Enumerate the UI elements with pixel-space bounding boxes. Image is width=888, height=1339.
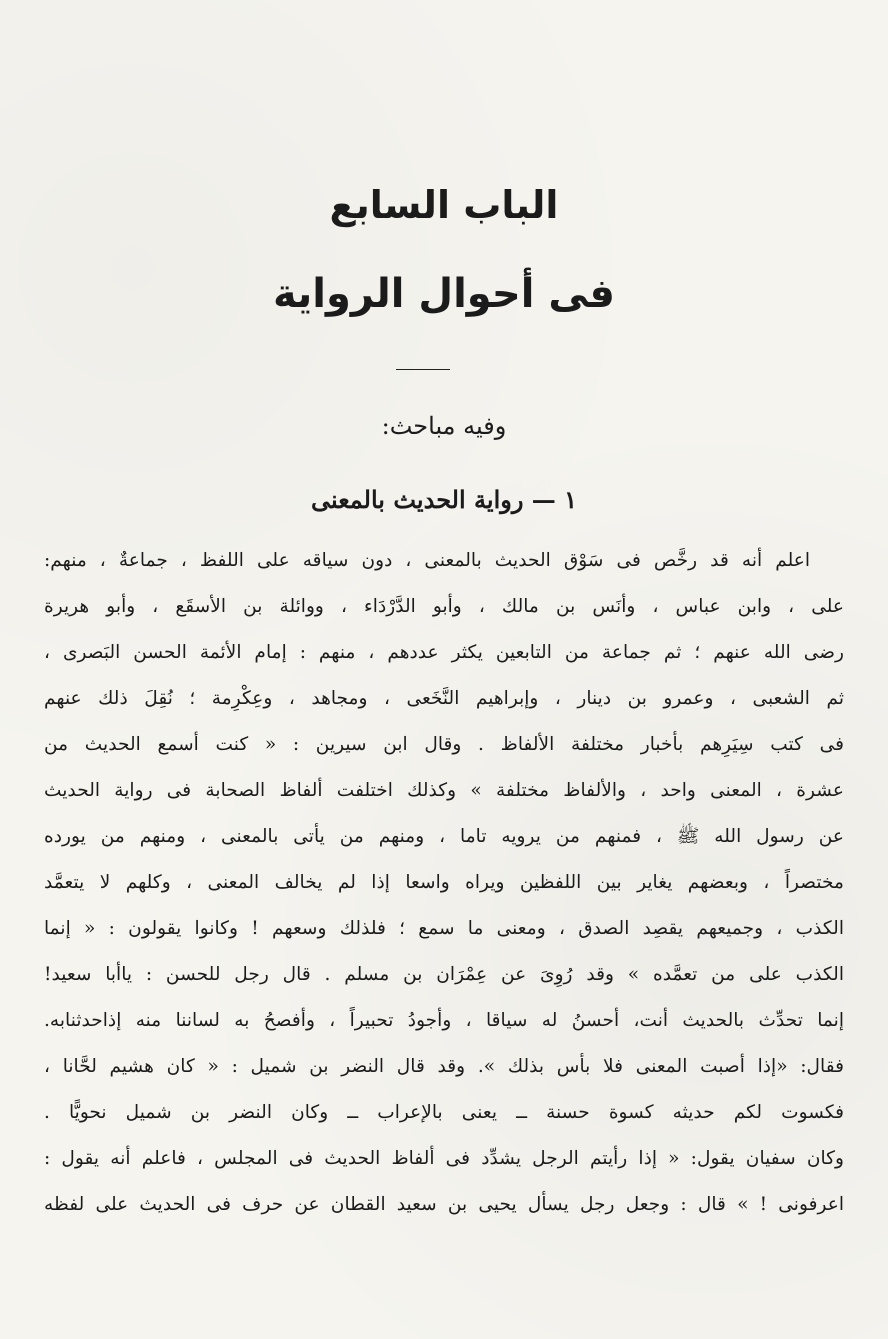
body-line: مختصراً ، وبعضهم يغاير بين اللفظين ويراه واسعا إذا لم يخالف المعنى ، وكلهم لا يتعمَّد: [44, 872, 844, 893]
body-line: الكذب ، وجميعهم يقصِد الصدق ، ومعنى ما سمع ؛ فلذلك وسعهم ! وكانوا يقولون : « إنما: [44, 918, 844, 939]
body-line: اعرفونى ! » قال : وجعل رجل يسأل يحيى بن سعيد القطان عن حرف فى الحديث على لفظه: [44, 1194, 844, 1215]
body-line: إنما تحدِّث بالحديث أنت، أحسنُ له سياقا ، وأجودُ تحبيراً ، وأفصحُ به لساننا منه إذاحدثنابه.: [44, 1010, 844, 1031]
chapter-subtitle: فى أحوال الرواية: [272, 271, 615, 317]
body-line: رضى الله عنهم ؛ ثم جماعة من التابعين يكثر عددهم ، منهم : إمام الأئمة الحسن البَصرى ،: [44, 642, 844, 663]
body-text: [44, 538, 844, 1228]
body-line: فكسوت لكم حديثه كسوة حسنة ــ يعنى بالإعراب ــ وكان النضر بن شميل نحويًّا .: [44, 1102, 844, 1123]
intro-line: وفيه مباحث:: [381, 412, 507, 440]
title-divider: [396, 369, 450, 370]
body-line: ثم الشعبى ، وعمرو بن دينار ، وإبراهيم النَّخَعى ، ومجاهد ، وعِكْرِمة ؛ نُقِلَ ذلك عنهم: [44, 688, 844, 709]
body-line: عن رسول الله ﷺ ، فمنهم من يرويه تاما ، ومنهم من يأتى بالمعنى ، ومنهم من يورده: [44, 826, 844, 847]
body-line: على ، وابن عباس ، وأنَس بن مالك ، وأبو الدَّرْدَاء ، ووائلة بن الأسقَع ، وأبو هريرة: [44, 596, 844, 617]
chapter-title: الباب السابع: [329, 183, 559, 227]
body-line: اعلم أنه قد رخَّص فى سَوْق الحديث بالمعنى ، دون سياقه على اللفظ ، جماعةٌ ، منهم:: [44, 550, 810, 571]
body-line: فقال: «إذا أصبت المعنى فلا بأس بذلك ». وقد قال النضر بن شميل : « كان هشيم لحَّانا ،: [44, 1056, 844, 1077]
body-line: عشرة ، المعنى واحد ، والألفاظ مختلفة » وكذلك اختلفت ألفاظ الصحابة فى رواية الحديث: [44, 780, 844, 801]
body-line: وكان سفيان يقول: « إذا رأيتم الرجل يشدِّد فى ألفاظ الحديث فى المجلس ، فاعلم أنه يقول :: [44, 1148, 844, 1169]
body-line: الكذب على من تعمَّده » وقد رُوِىَ عن عِمْرَان بن مسلم . قال رجل للحسن : ياأبا سعيد!: [44, 964, 844, 985]
section-heading: ١ — رواية الحديث بالمعنى: [310, 485, 578, 514]
body-line: فى كتب سِيَرِهم بأخبار مختلفة الألفاظ . وقال ابن سيرين : « كنت أسمع الحديث من: [44, 734, 844, 755]
